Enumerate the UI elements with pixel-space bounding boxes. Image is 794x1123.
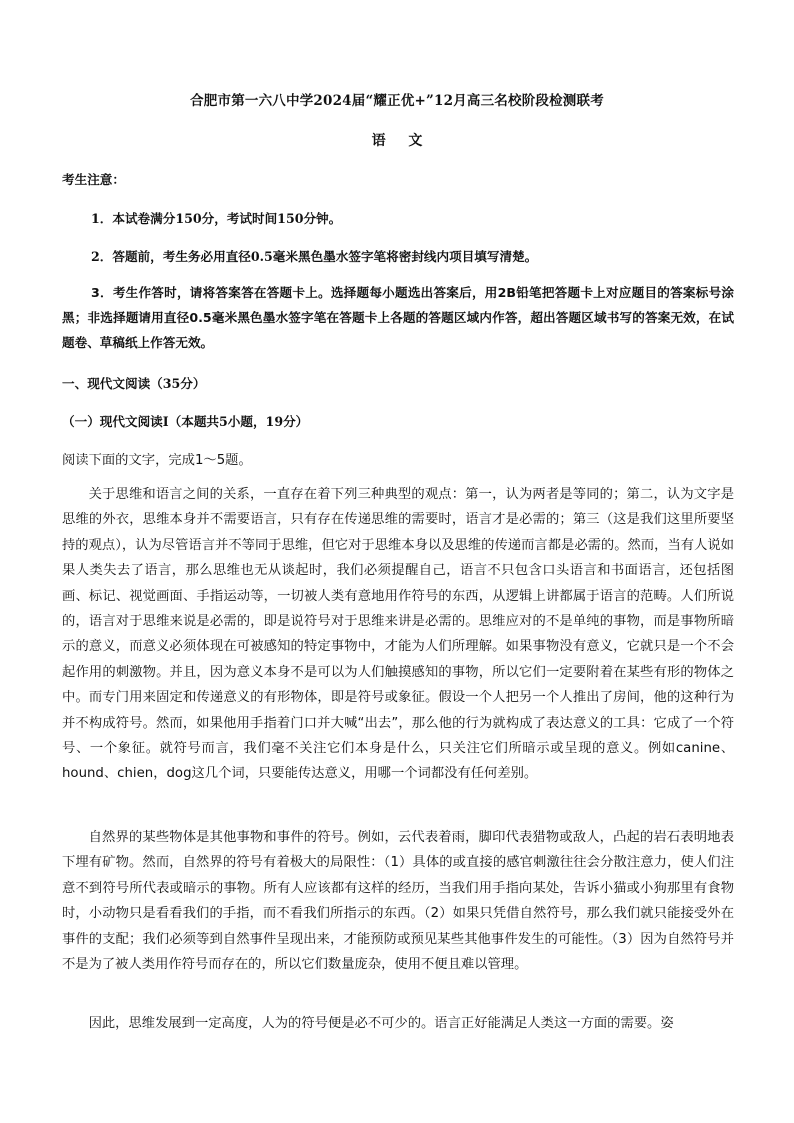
reading-instruction: 阅读下面的文字，完成1～5题。 bbox=[62, 453, 252, 468]
exam-title: 合肥市第一六八中学2024届“耀正优+”12月高三名校阶段检测联考 bbox=[190, 93, 604, 109]
section-subheading: （一）现代文阅读Ⅰ（本题共5小题，19分） bbox=[62, 414, 309, 429]
subject-title: 语 文 bbox=[371, 133, 423, 149]
paragraph-2: 自然界的某些物体是其他事物和事件的符号。例如，云代表着雨，脚印代表猎物或敌人，凸起的岩石表明地表下埋有矿物。然而，自然界的符号有着极大的局限性：（1）具体的或直接的感官刺激往往会分散注意力，使人们注意不到符号所代表或暗示的事物。所有人应该都有这样的经历，当我们用手指向某处，告诉小猫或小狗那里有食物时，小动物只是看看我们的手指，而不看我们所指示的东西。（2）如果只凭借自然符号，那么我们就只能接受外在事件的支配；我们必须等到自然事件呈现出来，才能预防或预见某些其他事件发生的可能性。（3）因为自然符号并不是为了被人类用作符号而存在的，所以它们数量庞杂，使用不便且难以管理。 bbox=[62, 830, 734, 973]
notice-item-3: 3．考生作答时，请将答案答在答题卡上。选择题每小题选出答案后，用2B铅笔把答题卡上对应题目的答案标号涂黑；非选择题请用直径0.5毫米黑色墨水签字笔在答题卡上各题的答题区域内作答，超出答题区域书写的答案无效，在试题卷、草稿纸上作答无效。 bbox=[62, 285, 734, 350]
notice-item-2: 2．答题前，考生务必用直径0.5毫米黑色墨水签字笔将密封线内项目填写清楚。 bbox=[91, 249, 538, 264]
notice-heading: 考生注意： bbox=[62, 172, 125, 187]
section-heading: 一、现代文阅读（35分） bbox=[62, 376, 206, 391]
paragraph-3: 因此，思维发展到一定高度，人为的符号便是必不可少的。语言正好能满足人类这一方面的需要。姿 bbox=[88, 1016, 674, 1031]
notice-item-1: 1．本试卷满分150分，考试时间150分钟。 bbox=[91, 211, 342, 226]
paragraph-1: 关于思维和语言之间的关系，一直存在着下列三种典型的观点：第一，认为两者是等同的；第二，认为文字是思维的外衣，思维本身并不需要语言，只有存在传递思维的需要时，语言才是必需的；第三（这是我们这里所要坚持的观点），认为尽管语言并不等同于思维，但它对于思维本身以及思维的传递而言都是必需的。然而，当有人说如果人类失去了语言，那么思维也无从谈起时，我们必须提醒自己，语言不只包含口头语言和书面语言，还包括图画、标记、视觉画面、手指运动等，一切被人类有意地用作符号的东西，从逻辑上讲都属于语言的范畴。人们所说的，语言对于思维来说是必需的，即是说符号对于思维来讲是必需的。思维应对的不是单纯的事物，而是事物所暗示的意义，而意义必须体现在可被感知的特定事物中，才能为人们所理解。如果事物没有意义，它就只是一个不会起作用的刺激物。并且，因为意义本身不是可以为人们触摸感知的事物，所以它们一定要附着在某些有形的物体之中。而专门用来固定和传递意义的有形物体，即是符号或象征。假设一个人把另一个人推出了房间，他的这种行为并不构成符号。然而，如果他用手指着门口并大喊“出去”，那么他的行为就构成了表达意义的工具：它成了一个符号、一个象征。就符号而言，我们毫不关注它们本身是什么，只关注它们所暗示或呈现的意义。例如canine、hound、chien，dog这几个词，只要能传达意义，用哪一个词都没有任何差别。 bbox=[62, 487, 734, 782]
